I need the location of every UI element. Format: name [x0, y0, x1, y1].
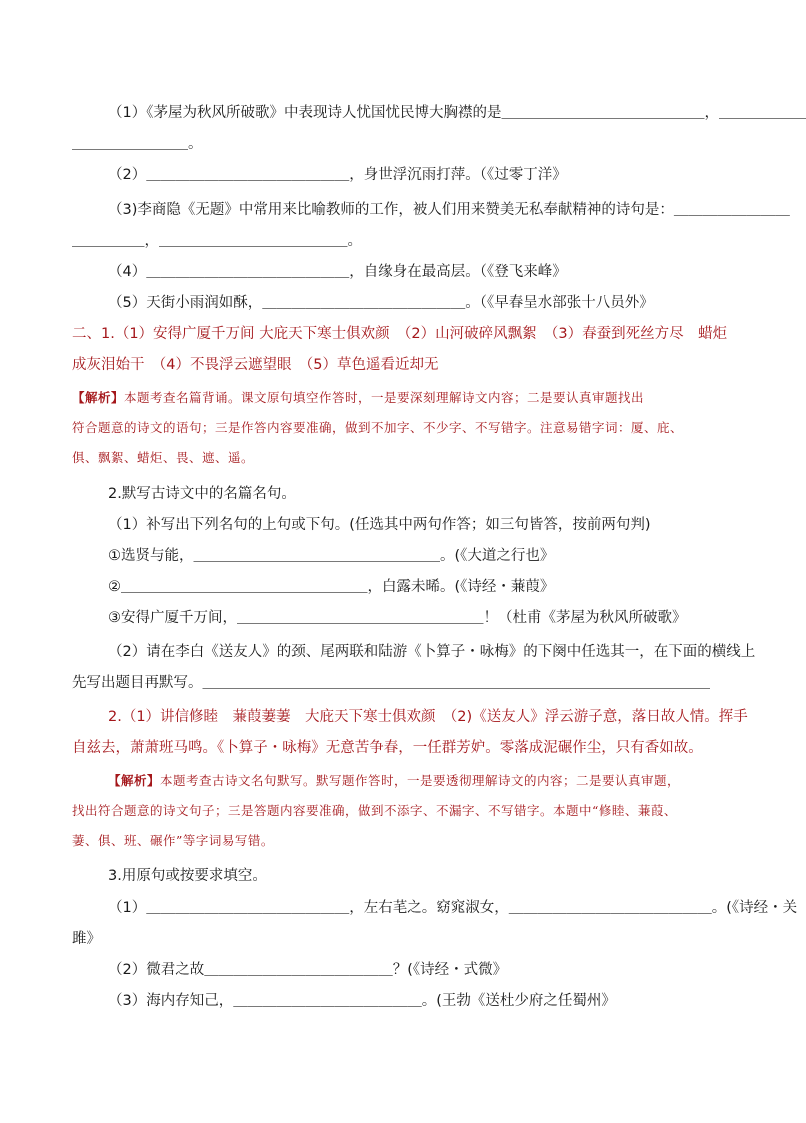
- section-3-item-2: （2）微君之故＿＿＿＿＿＿＿＿＿＿＿＿＿？(《诗经・式微》: [108, 962, 508, 978]
- question-3-line-2: ＿＿＿＿＿，＿＿＿＿＿＿＿＿＿＿＿＿＿。: [72, 233, 362, 249]
- fill-item-2: ②＿＿＿＿＿＿＿＿＿＿＿＿＿＿＿＿＿，白露未晞。(《诗经・蒹葭》: [108, 579, 555, 595]
- analysis-tag: 【解析】: [72, 390, 125, 405]
- answer-1-line-2: 成灰泪始干 （4）不畏浮云遮望眼 （5）草色遥看近却无: [72, 357, 439, 373]
- section-3-heading: 3.用原句或按要求填空。: [108, 868, 267, 884]
- section-2-heading: 2.默写古诗文中的名篇名句。: [108, 486, 296, 502]
- question-3-line-1: （3)李商隐《无题》中常用来比喻教师的工作，被人们用来赞美无私奉献精神的诗句是：＿＿＿＿＿＿＿＿: [108, 202, 790, 218]
- question-2-line: （2）＿＿＿＿＿＿＿＿＿＿＿＿＿＿，身世浮沉雨打萍。（《过零丁洋》: [108, 167, 567, 183]
- analysis-1-line-2: 符合题意的诗文的语句；三是作答内容要准确，做到不加字、不少字、不写错字。注意易错字词：厦、庇、: [72, 420, 684, 435]
- analysis-1-line-1: 【解析】本题考查名篇背诵。课文原句填空作答时，一是要深刻理解诗文内容；二是要认真审题找出: [72, 390, 645, 405]
- section-3-item-1-line-1: （1）＿＿＿＿＿＿＿＿＿＿＿＿＿＿，左右芼之。窈窕淑女，＿＿＿＿＿＿＿＿＿＿＿＿＿＿。(《诗经・关: [108, 900, 798, 916]
- analysis-2-line-1: 【解析】本题考查古诗文名句默写。默写题作答时，一是要透彻理解诗文的内容；二是要认真审题，: [108, 773, 681, 788]
- analysis-2-line-3: 萋、俱、班、碾作”等字词易写错。: [72, 833, 274, 848]
- fill-item-3: ③安得广厦千万间，＿＿＿＿＿＿＿＿＿＿＿＿＿＿＿＿＿！（杜甫《茅屋为秋风所破歌》: [108, 610, 687, 626]
- question-4-line: （4）＿＿＿＿＿＿＿＿＿＿＿＿＿＿，自缘身在最高层。（《登飞来峰》: [108, 264, 567, 280]
- analysis-tag: 【解析】: [108, 773, 161, 788]
- answer-2-line-1: 2.（1）讲信修睦 蒹葭萋萋 大庇天下寒士俱欢颜 （2)《送友人》浮云游子意，落日故人情。挥手: [108, 709, 748, 725]
- answer-1-line-1: 二、1.（1）安得广厦千万间 大庇天下寒士俱欢颜 （2）山河破碎风飘絮 （3）春蚕到死丝方尽 蜡炬: [72, 326, 728, 342]
- section-3-item-1-line-2: 雎》: [72, 931, 101, 947]
- analysis-1-line-3: 俱、飘絮、蜡炬、畏、遮、遥。: [72, 450, 255, 465]
- question-5-line: （5）天街小雨润如酥，＿＿＿＿＿＿＿＿＿＿＿＿＿＿。（《早春呈水部张十八员外》: [108, 295, 654, 311]
- section-2-instruction: （1）补写出下列名句的上句或下句。(任选其中两句作答；如三句皆答，按前两句判): [108, 517, 651, 533]
- question-1-line-1: （1）《茅屋为秋风所破歌》中表现诗人忧国忧民博大胸襟的是＿＿＿＿＿＿＿＿＿＿＿＿＿＿，＿＿＿＿＿＿: [108, 105, 806, 121]
- question-1-line-2: ＿＿＿＿＿＿＿＿。: [72, 136, 203, 152]
- section-2-q2-line-2: 先写出题目再默写。＿＿＿＿＿＿＿＿＿＿＿＿＿＿＿＿＿＿＿＿＿＿＿＿＿＿＿＿＿＿＿＿＿＿＿: [72, 675, 710, 691]
- analysis-2-line-2: 找出符合题意的诗文句子；三是答题内容要准确，做到不添字、不漏字、不写错字。本题中“修睦、蒹葭、: [72, 803, 677, 818]
- fill-item-1: ①选贤与能，＿＿＿＿＿＿＿＿＿＿＿＿＿＿＿＿＿。(《大道之行也》: [108, 548, 555, 564]
- section-2-q2-line-1: （2）请在李白《送友人》的颈、尾两联和陆游《卜算子・咏梅》的下阕中任选其一，在下面的横线上: [108, 644, 756, 660]
- section-3-item-3: （3）海内存知己，＿＿＿＿＿＿＿＿＿＿＿＿＿。(王勃《送杜少府之任蜀州》: [108, 993, 616, 1009]
- answer-2-line-2: 自兹去，萧萧班马鸣。《卜算子・咏梅》无意苦争春，一任群芳妒。零落成泥碾作尘，只有香如故。: [72, 740, 703, 756]
